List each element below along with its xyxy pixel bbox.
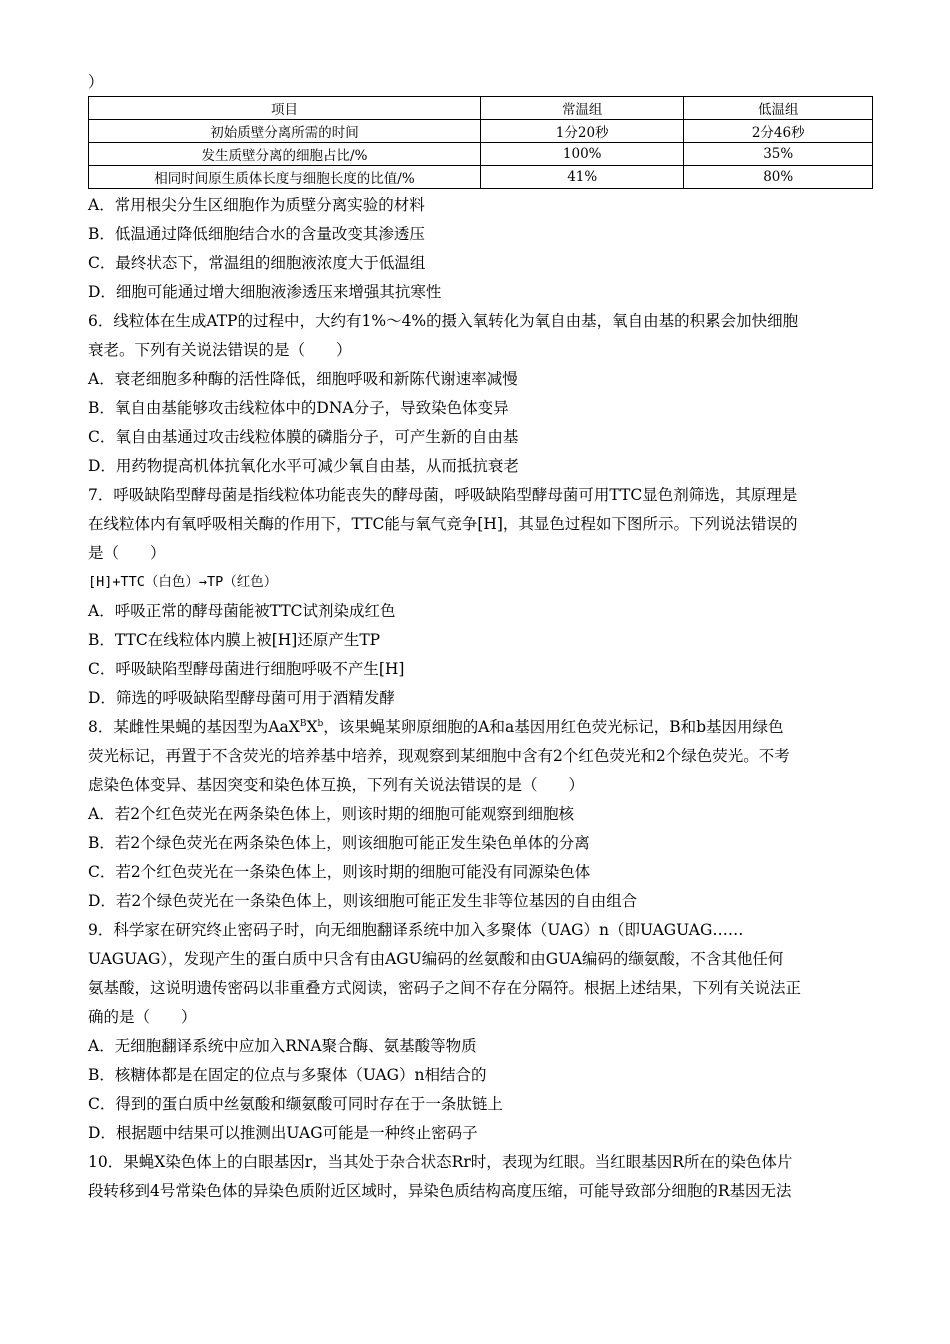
question-stem: 是（ ） bbox=[88, 544, 166, 562]
table-cell: 80% bbox=[684, 166, 873, 189]
option: D．筛选的呼吸缺陷型酵母菌可用于酒精发酵 bbox=[88, 689, 395, 707]
table-cell: 41% bbox=[480, 166, 684, 189]
question-9 bbox=[88, 916, 873, 1148]
stem-text: X bbox=[306, 718, 318, 736]
question-stem: 确的是（ ） bbox=[88, 1008, 197, 1026]
option: C．得到的蛋白质中丝氨酸和缬氨酸可同时存在于一条肽链上 bbox=[88, 1095, 503, 1113]
question-stem: 段转移到4号常染色体的异染色质附近区域时，异染色质结构高度压缩，可能导致部分细胞的R基因无法 bbox=[88, 1182, 792, 1200]
table-cell: 100% bbox=[480, 143, 684, 166]
table-cell: 1分20秒 bbox=[480, 120, 684, 143]
table-cell: 初始质壁分离所需的时间 bbox=[89, 120, 481, 143]
table-header: 常温组 bbox=[480, 97, 684, 120]
table-cell: 35% bbox=[684, 143, 873, 166]
superscript: b bbox=[317, 719, 324, 729]
question-stem: 衰老。下列有关说法错误的是（ ） bbox=[88, 341, 352, 359]
stem-text: ，该果蝇某卵原细胞的A和a基因用红色荧光标记，B和b基因用绿色 bbox=[323, 718, 784, 736]
option: A．无细胞翻译系统中应加入RNA聚合酶、氨基酸等物质 bbox=[88, 1037, 477, 1055]
reaction-equation: [H]+TTC（白色）→TP（红色） bbox=[88, 574, 278, 590]
option: C．呼吸缺陷型酵母菌进行细胞呼吸不产生[H] bbox=[88, 660, 405, 678]
option: D．细胞可能通过增大细胞液渗透压来增强其抗寒性 bbox=[88, 283, 442, 301]
question-7 bbox=[88, 481, 873, 713]
option: C．氧自由基通过攻击线粒体膜的磷脂分子，可产生新的自由基 bbox=[88, 428, 519, 446]
table-cell: 2分46秒 bbox=[684, 120, 873, 143]
option: B．若2个绿色荧光在两条染色体上，则该细胞可能正发生染色单体的分离 bbox=[88, 834, 590, 852]
question-stem bbox=[88, 713, 873, 742]
question-stem: 10．果蝇X染色体上的白眼基因r，当其处于杂合状态Rr时，表现为红眼。当红眼基因R所在的染色体片 bbox=[88, 1153, 793, 1171]
option: D．用药物提高机体抗氧化水平可减少氧自由基，从而抵抗衰老 bbox=[88, 457, 519, 475]
option: C．若2个红色荧光在一条染色体上，则该时期的细胞可能没有同源染色体 bbox=[88, 863, 591, 881]
option: A．常用根尖分生区细胞作为质壁分离实验的材料 bbox=[88, 196, 425, 214]
question-stem: 9．科学家在研究终止密码子时，向无细胞翻译系统中加入多聚体（UAG）n（即UAGUAG…… bbox=[88, 921, 744, 939]
stem-text: 8．某雌性果蝇的基因型为AaX bbox=[88, 718, 300, 736]
option: A．若2个红色荧光在两条染色体上，则该时期的细胞可能观察到细胞核 bbox=[88, 805, 575, 823]
exam-page bbox=[88, 70, 873, 1206]
question-8 bbox=[88, 713, 873, 916]
data-table bbox=[88, 96, 873, 189]
question-10 bbox=[88, 1148, 873, 1206]
option: D．根据题中结果可以推测出UAG可能是一种终止密码子 bbox=[88, 1124, 478, 1142]
question-6 bbox=[88, 307, 873, 481]
question-stem: 氨基酸，这说明遗传密码以非重叠方式阅读，密码子之间不存在分隔符。根据上述结果，下列有关说法正 bbox=[88, 979, 802, 997]
table-cell: 相同时间原生质体长度与细胞长度的比值/% bbox=[89, 166, 481, 189]
option: B．核糖体都是在固定的位点与多聚体（UAG）n相结合的 bbox=[88, 1066, 487, 1084]
table-row bbox=[89, 166, 873, 189]
table-header: 低温组 bbox=[684, 97, 873, 120]
table-row bbox=[89, 143, 873, 166]
table-cell: 发生质壁分离的细胞占比/% bbox=[89, 143, 481, 166]
question-stem: 虑染色体变异、基因突变和染色体互换，下列有关说法错误的是（ ） bbox=[88, 776, 585, 794]
option: B．氧自由基能够攻击线粒体中的DNA分子，导致染色体变异 bbox=[88, 399, 509, 417]
option: B．低温通过降低细胞结合水的含量改变其渗透压 bbox=[88, 225, 425, 243]
table-header-row bbox=[89, 97, 873, 120]
question-stem: 荧光标记，再置于不含荧光的培养基中培养，现观察到某细胞中含有2个红色荧光和2个绿色荧光。不考 bbox=[88, 747, 790, 765]
question-stem: 6．线粒体在生成ATP的过程中，大约有1%～4%的摄入氧转化为氧自由基，氧自由基的积累会加快细胞 bbox=[88, 312, 799, 330]
question-stem: 7．呼吸缺陷型酵母菌是指线粒体功能丧失的酵母菌，呼吸缺陷型酵母菌可用TTC显色剂筛选，其原理是 bbox=[88, 486, 798, 504]
table-header: 项目 bbox=[89, 97, 481, 120]
question-stem: 在线粒体内有氧呼吸相关酶的作用下，TTC能与氧气竞争[H]，其显色过程如下图所示。下列说法错误的 bbox=[88, 515, 798, 533]
option: B．TTC在线粒体内膜上被[H]还原产生TP bbox=[88, 631, 381, 649]
q5-options bbox=[88, 191, 873, 307]
question-stem: UAGUAG），发现产生的蛋白质中只含有由AGU编码的丝氨酸和由GUA编码的缬氨酸，不含其他任何 bbox=[88, 950, 784, 968]
option: D．若2个绿色荧光在一条染色体上，则该细胞可能正发生非等位基因的自由组合 bbox=[88, 892, 638, 910]
option: A．呼吸正常的酵母菌能被TTC试剂染成红色 bbox=[88, 602, 396, 620]
option: A．衰老细胞多种酶的活性降低，细胞呼吸和新陈代谢速率减慢 bbox=[88, 370, 518, 388]
superscript: B bbox=[299, 719, 307, 729]
top-fragment: ） bbox=[88, 73, 104, 91]
table-row bbox=[89, 120, 873, 143]
option: C．最终状态下，常温组的细胞液浓度大于低温组 bbox=[88, 254, 426, 272]
